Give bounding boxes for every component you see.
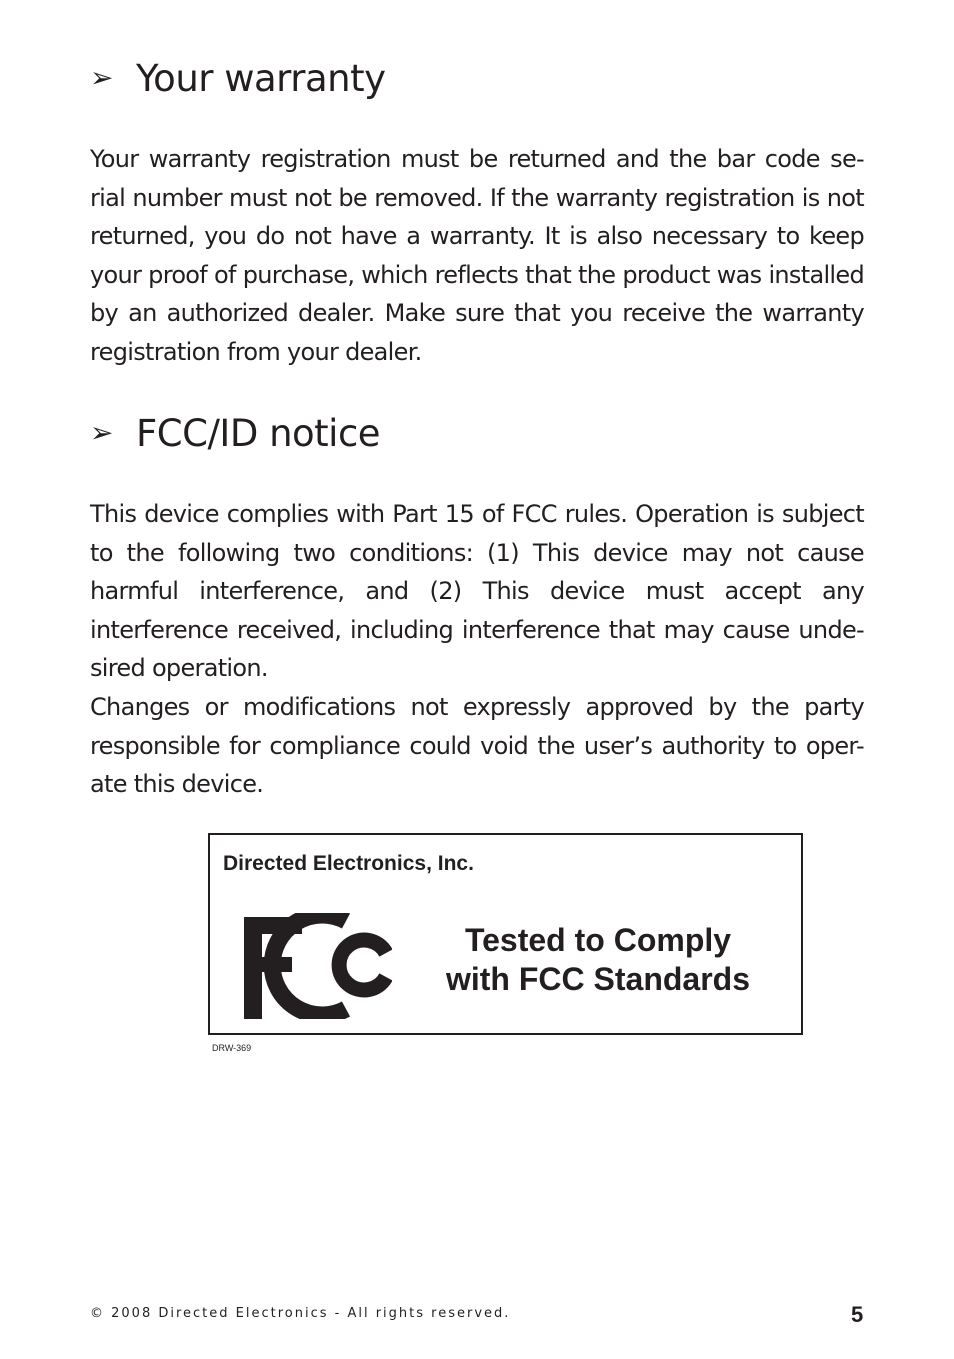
fcc-label-company: Directed Electronics, Inc. (223, 852, 474, 875)
warranty-heading (90, 56, 385, 101)
copyright-footer: © 2008 Directed Electronics - All rights reserved. (90, 1306, 511, 1321)
fcc-label-code: DRW-369 (212, 1043, 252, 1053)
arrow-bullet-icon: ➢ (90, 416, 113, 449)
fcc-compliance-paragraph: This device complies with Part 15 of FCC rules. Operation is subject to the following two conditions: (1) This device may not cause harmful interference, and (2) This device must accept any interference received, including interference that may cause unde-sired operation. (90, 500, 864, 683)
fcc-logo-icon (242, 913, 392, 1019)
fcc-compliance-label (208, 833, 803, 1035)
arrow-bullet-icon: ➢ (90, 61, 113, 94)
fcc-heading (90, 411, 380, 456)
warranty-heading-text: Your warranty (136, 57, 386, 100)
fcc-heading-text: FCC/ID notice (136, 412, 381, 455)
page-number: 5 (851, 1302, 864, 1327)
warranty-paragraph: Your warranty registration must be returned and the bar code se-rial number must not be removed. If the warranty registration is not returned, you do not have a warranty. It is also necessary to keep your proof of purchase, which reflects that the product was installed by an authorized dealer. Make sure that you receive the warranty registration from your dealer. (90, 145, 864, 366)
fcc-tagline: Tested to Comply with FCC Standards (445, 922, 750, 997)
fcc-modifications-paragraph: Changes or modifications not expressly approved by the party responsible for compliance could void the user’s authority to oper-ate this device. (90, 693, 864, 799)
